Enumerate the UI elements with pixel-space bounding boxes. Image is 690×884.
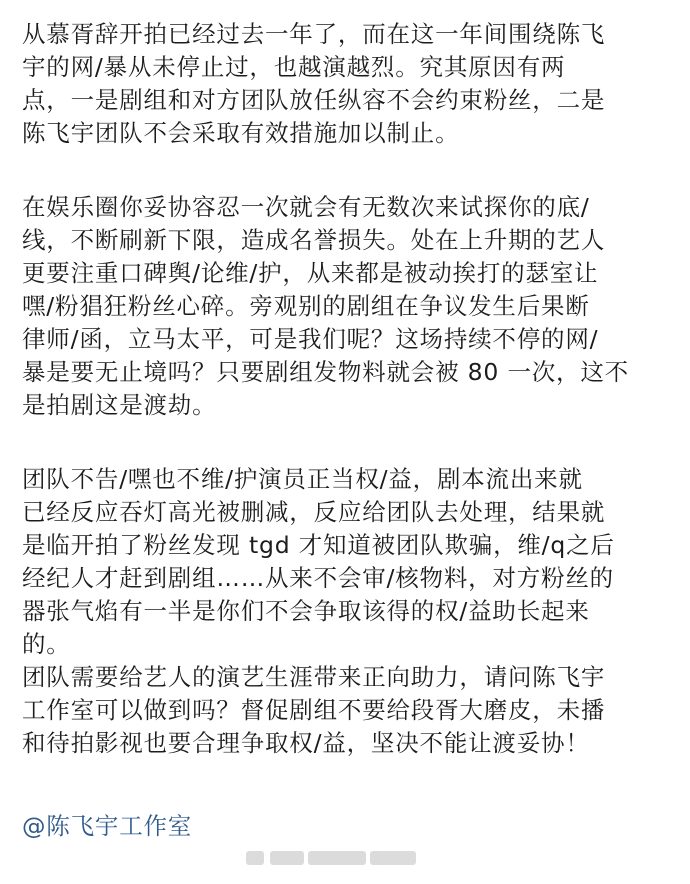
watermark-icon — [246, 851, 264, 865]
text-line: 的。 — [22, 630, 71, 658]
text-line: 线，不断刷新下限，造成名誉损失。处在上升期的艺人 — [22, 226, 606, 254]
paragraph-spacer — [22, 422, 674, 463]
text-line: 工作室可以做到吗？督促剧组不要给段胥大磨皮，未播 — [22, 696, 606, 724]
text-line: 从慕胥辞开拍已经过去一年了，而在这一年间围绕陈飞 — [22, 20, 606, 48]
text-line: 嘿/粉猖狂粉丝心碎。旁观别的剧组在争议发生后果断 — [22, 292, 590, 320]
text-line: 更要注重口碑舆/论维/护，从来都是被动挨打的瑟室让 — [22, 259, 599, 287]
text-line: 器张气焰有一半是你们不会争取该得的权/益助长起来 — [22, 597, 590, 625]
text-line: 暴是要无止境吗？只要剧组发物料就会被 80 一次，这不 — [22, 358, 629, 386]
text-line: 陈飞宇团队不会采取有效措施加以制止。 — [22, 119, 460, 147]
text-line: 在娱乐圈你妥协容忍一次就会有无数次来试探你的底/ — [22, 193, 590, 221]
text-line: 和待拍影视也要合理争取权/益，坚决不能让渡妥协！ — [22, 729, 590, 757]
text-line: 律师/函，立马太平，可是我们呢？这场持续不停的网/ — [22, 325, 599, 353]
watermark-blur — [370, 851, 416, 865]
text-line: 已经反应吞灯高光被删减，反应给团队去处理，结果就 — [22, 498, 606, 526]
blurred-watermark — [246, 848, 418, 868]
text-line: 是临开拍了粉丝发现 tgd 才知道被团队欺骗，维/q之后 — [22, 531, 615, 559]
paragraph-1 — [22, 18, 674, 150]
watermark-blur — [270, 851, 304, 865]
text-line: 团队需要给艺人的演艺生涯带来正向助力，请问陈飞宇 — [22, 663, 606, 691]
text-line: 是拍剧这是渡劫。 — [22, 391, 217, 419]
watermark-blur — [308, 851, 366, 865]
paragraph-2 — [22, 191, 674, 422]
text-line: 团队不告/嘿也不维/护演员正当权/益，剧本流出来就 — [22, 465, 583, 493]
paragraph-spacer — [22, 150, 674, 191]
paragraph-3 — [22, 463, 674, 760]
text-line: 经纪人才赶到剧组……从来不会审/核物料，对方粉丝的 — [22, 564, 614, 592]
post-body — [22, 18, 674, 760]
mention-link[interactable]: @陈飞宇工作室 — [22, 812, 193, 840]
text-line: 宇的网/暴从未停止过，也越演越烈。究其原因有两 — [22, 53, 566, 81]
text-line: 点，一是剧组和对方团队放任纵容不会约束粉丝，二是 — [22, 86, 606, 114]
